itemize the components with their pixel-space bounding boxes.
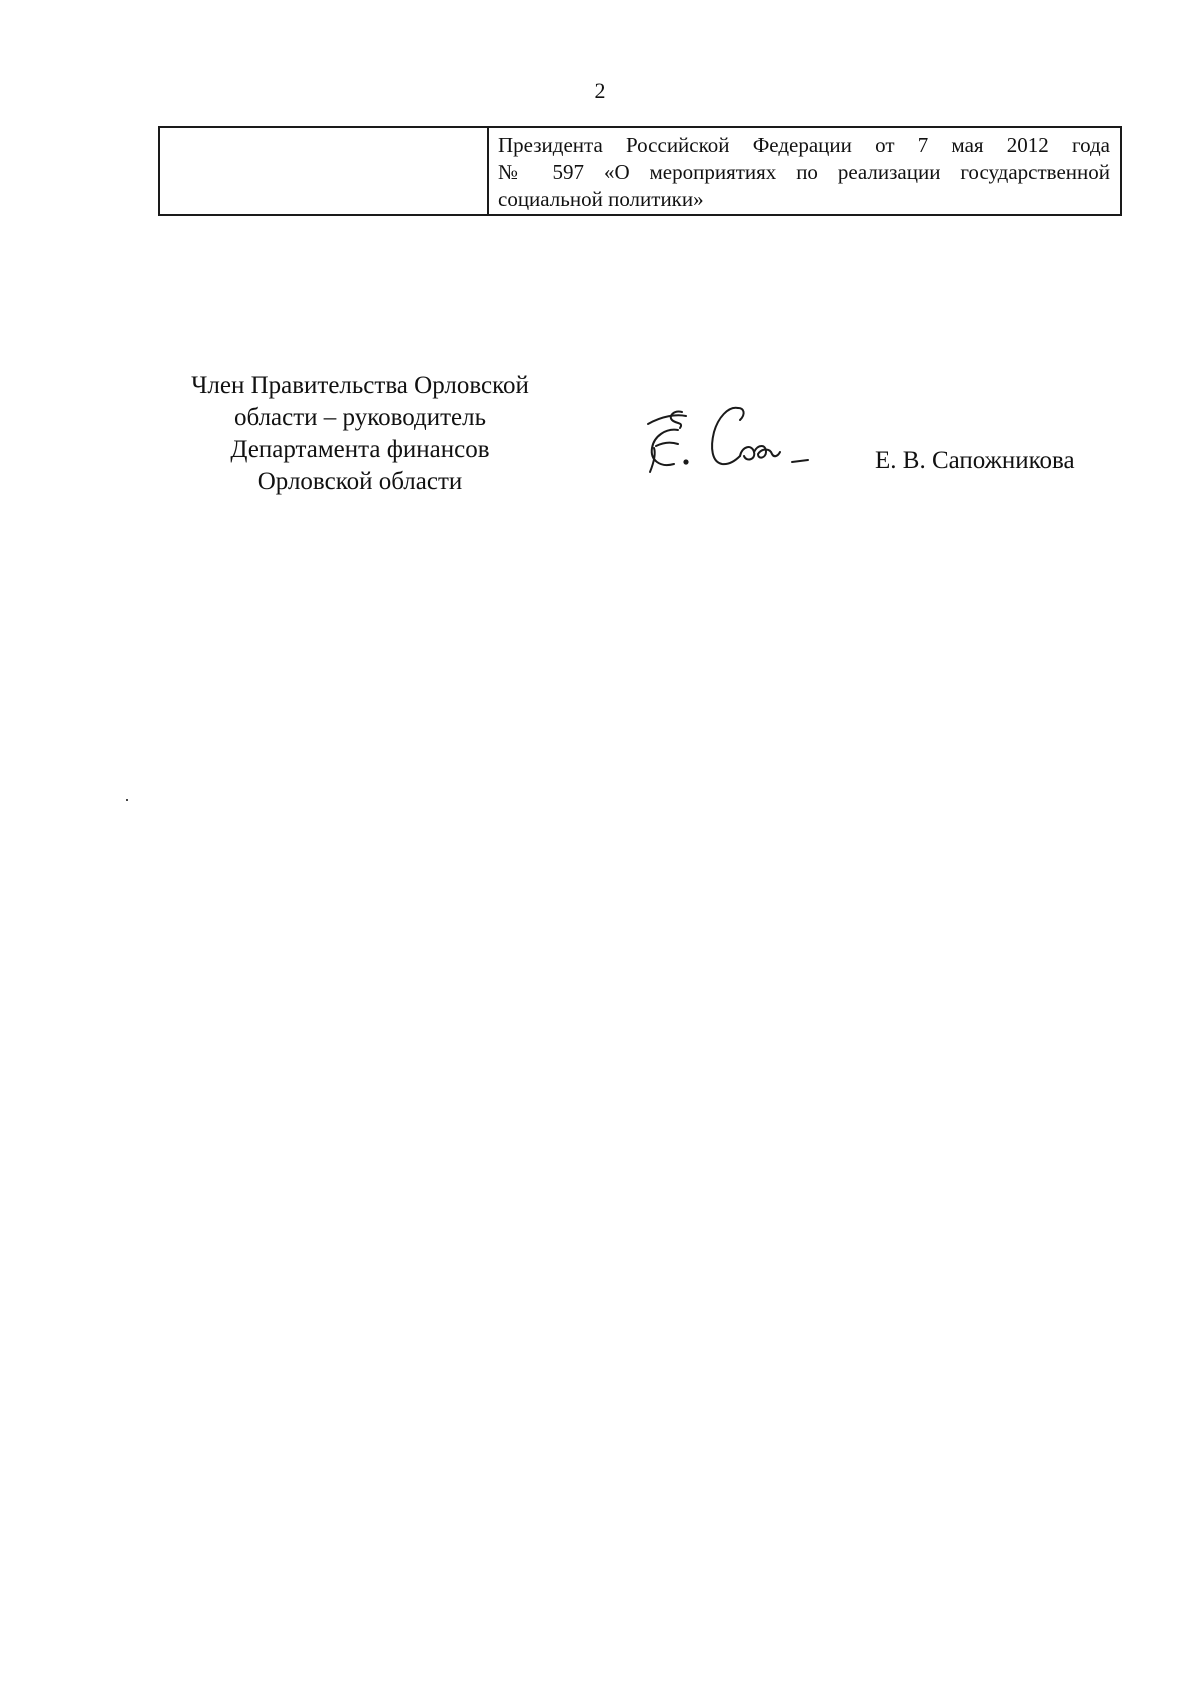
signatory-title-line-3: Департамента финансов [230, 436, 490, 463]
signatory-title-line-1: Член Правительства Орловской [191, 372, 529, 399]
handwritten-signature-icon [642, 402, 822, 502]
signatory-title-line-4: Орловской области [257, 468, 463, 495]
continuation-table [158, 126, 1122, 216]
signatory-title [150, 370, 570, 498]
table-cell-empty [160, 128, 489, 214]
table-text-line-2: № 597 «О мероприятиях по реализации государственной [498, 160, 1110, 184]
signatory-title-line-2: области – руководитель [233, 404, 487, 431]
table-cell-text [489, 128, 1120, 214]
scan-speck [126, 799, 128, 801]
page-number: 2 [594, 78, 606, 103]
table-text-line-3: социальной политики» [498, 187, 704, 211]
table-text-line-1: Президента Российской Федерации от 7 мая 2012 года [498, 133, 1110, 157]
signer-name: Е. В. Сапожникова [875, 447, 1075, 474]
